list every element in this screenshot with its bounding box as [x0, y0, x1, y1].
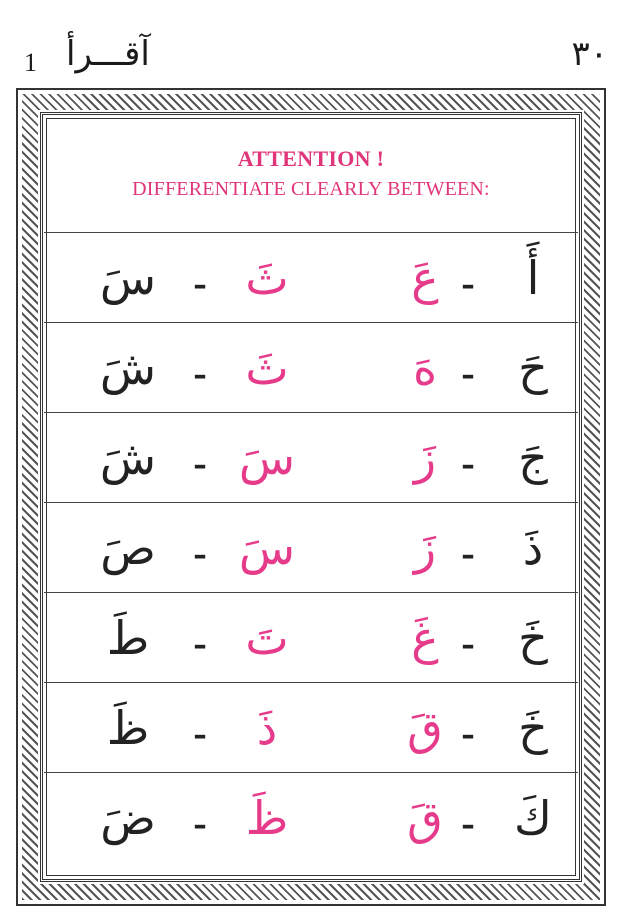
separator-dash: ـ: [463, 440, 473, 476]
separator-dash: ـ: [463, 710, 473, 746]
letter-b: غَ: [411, 611, 439, 665]
letter-b: عَ: [411, 251, 439, 305]
separator-dash: ـ: [195, 350, 205, 386]
letter-a: جَ: [518, 431, 548, 485]
letter-a: حَ: [518, 341, 548, 395]
letter-row: [44, 322, 578, 412]
letter-c: ظَ: [245, 791, 289, 845]
letter-row: [44, 682, 578, 772]
separator-dash: ـ: [195, 440, 205, 476]
letter-c: سَ: [238, 521, 296, 575]
separator-dash: ـ: [463, 800, 473, 836]
letter-d: ضَ: [100, 791, 156, 845]
attention-notice: [44, 140, 578, 201]
letter-b: قَ: [407, 701, 443, 755]
letter-d: شَ: [99, 341, 157, 395]
separator-dash: ـ: [195, 620, 205, 656]
letter-b: قَ: [407, 791, 443, 845]
letter-comparison-table: [44, 232, 578, 862]
notice-subheading: DIFFERENTIATE CLEARLY BETWEEN:: [132, 178, 490, 200]
separator-dash: ـ: [463, 260, 473, 296]
notice-heading: ATTENTION !: [237, 146, 385, 171]
letter-a: أَ: [526, 251, 540, 305]
letter-row: [44, 592, 578, 682]
letter-a: خَ: [518, 701, 548, 755]
letter-row: [44, 502, 578, 592]
letter-d: صَ: [100, 521, 156, 575]
letter-row: [44, 412, 578, 502]
letter-d: طَ: [106, 611, 150, 665]
page-number: ٣٠: [571, 34, 608, 74]
letter-d: سَ: [99, 251, 157, 305]
letter-row: [44, 772, 578, 862]
letter-c: تَ: [245, 611, 289, 665]
separator-dash: ـ: [463, 620, 473, 656]
letter-a: ذَ: [522, 521, 544, 575]
separator-dash: ـ: [195, 260, 205, 296]
letter-c: ثَ: [245, 341, 289, 395]
separator-dash: ـ: [195, 800, 205, 836]
book-title: آقـــرأ: [66, 34, 150, 74]
page-header: [0, 0, 638, 86]
letter-d: ظَ: [106, 701, 150, 755]
separator-dash: ـ: [463, 350, 473, 386]
letter-b: هَ: [412, 341, 438, 395]
letter-b: زَ: [413, 431, 437, 485]
letter-row: [44, 232, 578, 322]
letter-b: زَ: [413, 521, 437, 575]
letter-c: ذَ: [256, 701, 278, 755]
letter-c: سَ: [238, 431, 296, 485]
letter-a: كَ: [514, 791, 552, 845]
separator-dash: ـ: [195, 710, 205, 746]
separator-dash: ـ: [195, 530, 205, 566]
letter-c: ثَ: [245, 251, 289, 305]
letter-a: خَ: [518, 611, 548, 665]
book-number: 1: [24, 48, 37, 77]
separator-dash: ـ: [463, 530, 473, 566]
letter-d: شَ: [99, 431, 157, 485]
